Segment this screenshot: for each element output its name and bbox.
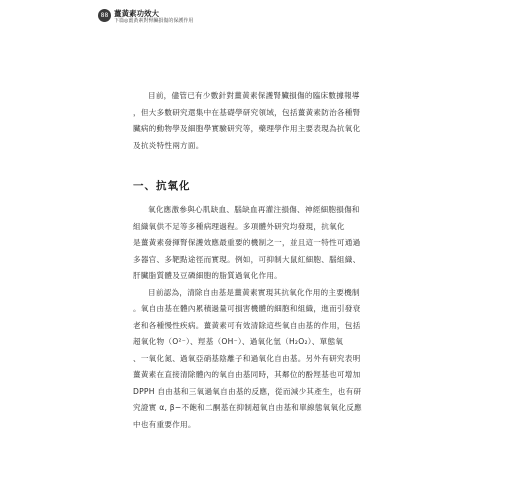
text-line: 中也有重要作用。 [133, 419, 196, 429]
text-line: 目前認為，清除自由基是薑黃素實現其抗氧化作用的主要機制 [148, 287, 360, 297]
page-number-badge: 88 [98, 9, 111, 22]
text-line: 究證實 α, β−不飽和二酮基在抑制超氧自由基和單線態氧氧化反應 [133, 403, 362, 412]
text-line: 超氧化物（O²⁻）、羥基（OH⁻）、過氧化氫（H₂O₂）、單態氧 [133, 337, 344, 346]
text-line: 老和各種慢性疾病。薑黃素可有效清除這些氧自由基的作用，包括 [133, 320, 361, 330]
intro-paragraph [133, 88, 387, 154]
page-body [133, 88, 387, 433]
text-line: 目前，儘管已有少數針對薑黃素保護腎臟損傷的臨床數據報導 [148, 91, 360, 100]
text-line: DPPH 自由基和三氧過氧自由基的反應，從而減少其產生，也有研 [133, 386, 362, 396]
text-line: 多器官、多靶點途徑而實現。例如，可抑制大鼠紅細胞、腦組織、 [133, 254, 361, 264]
text-line: 及抗炎特性兩方面。 [133, 140, 204, 150]
section-heading: 一、抗氧化 [133, 180, 191, 192]
book-title: 薑黃素功效大 [114, 9, 159, 18]
text-line: 肝臟脂質體及豆磷細胞的脂質過氧化作用。 [133, 271, 283, 280]
text-line: 薑黃素在直接清除體內的氧自由基同時，其鄰位的酚羥基也可增加 [133, 370, 361, 379]
paragraph-oxidative-stress [133, 202, 387, 285]
text-line: 組織氧供不足等多種病理過程。多項體外研究均發現，抗氧化 [133, 221, 345, 231]
text-line: ，但大多數研究還集中在基礎學研究領域，包括薑黃素防治各種腎 [133, 107, 361, 117]
paragraph-free-radicals [133, 285, 387, 434]
text-line: 。氧自由基在體內累積過量可損害機體的細胞和組織，進而引發衰 [133, 304, 361, 313]
text-line: 臟病的動物學及細胞學實驗研究等，藥理學作用主要表現為抗氧化 [133, 124, 361, 133]
text-line: 氧化應激參與心肌缺血、腦缺血再灌注損傷、神經細胞損傷和 [148, 205, 360, 214]
chapter-subtitle: 下篇◎薑黃素對腎臟損傷的保護作用 [114, 18, 194, 24]
text-line: 是薑黃素發揮腎保護效應最重要的機制之一，並且這一特性可通過 [133, 238, 361, 247]
text-line: 、一氧化氮、過氧亞硝基陰離子和過氧化自由基。另外有研究表明 [133, 353, 361, 363]
header-text [114, 9, 193, 25]
running-header [98, 9, 193, 25]
